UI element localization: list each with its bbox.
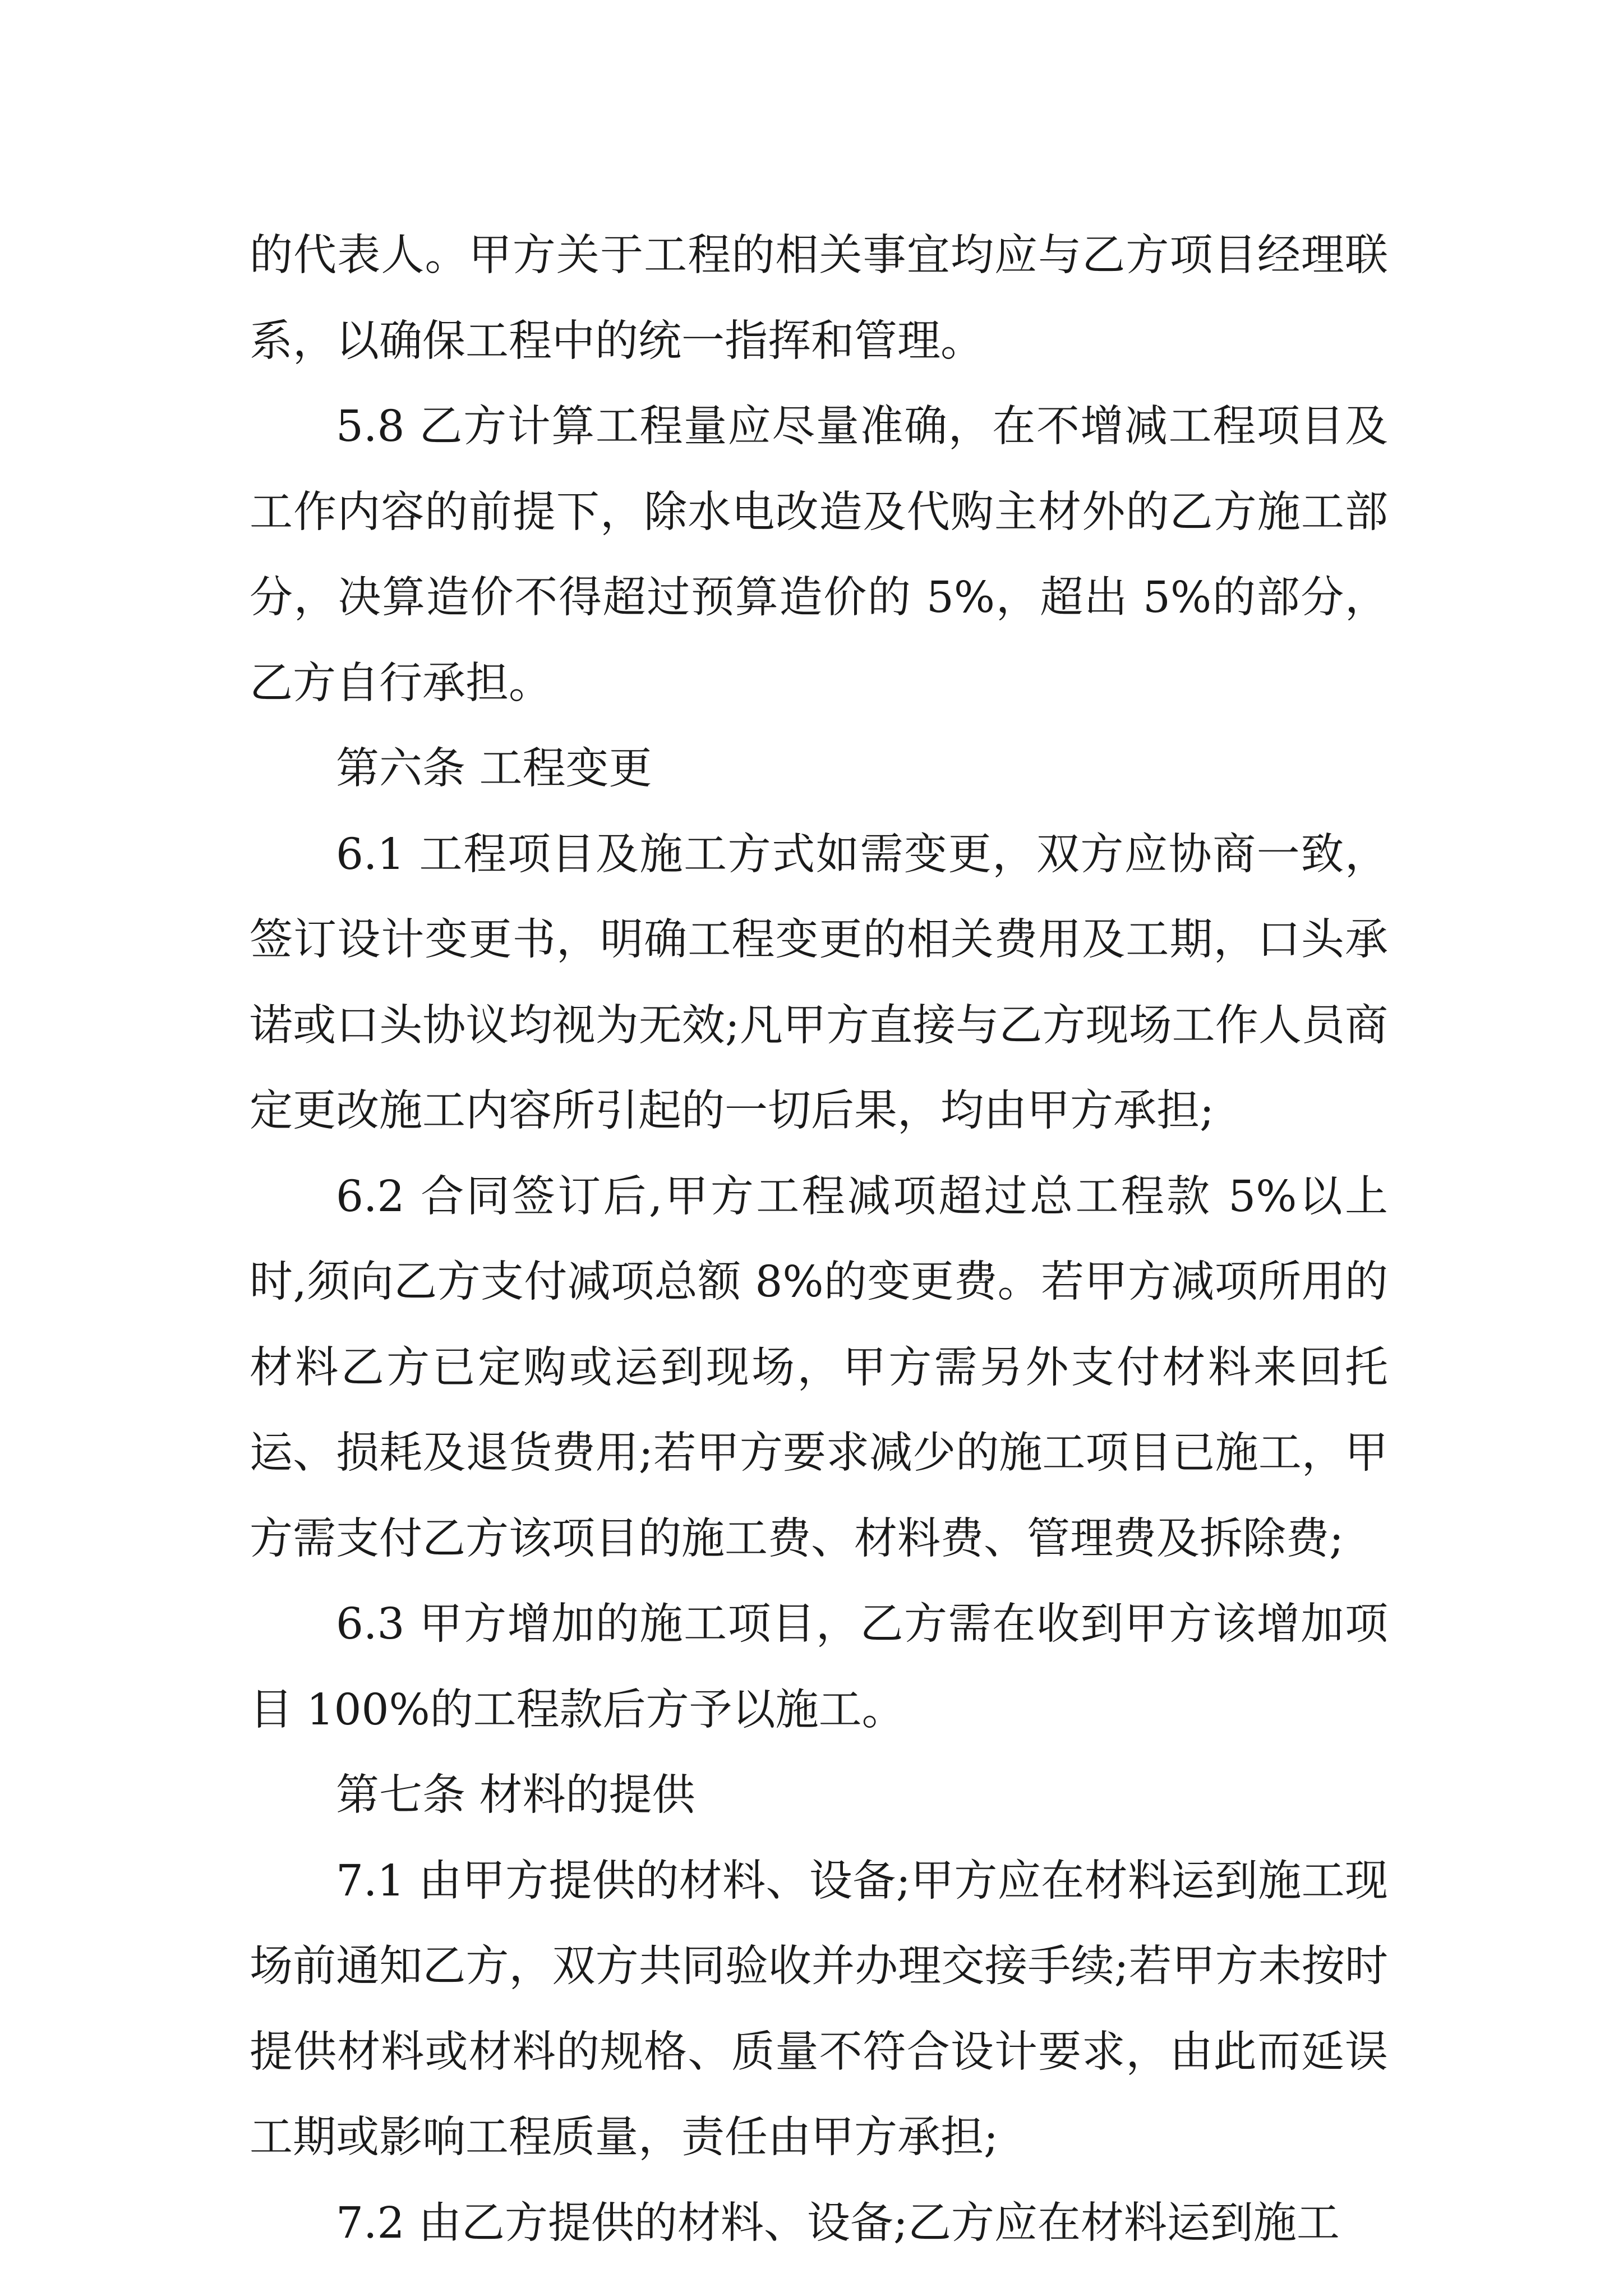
paragraph-6-2: 6.2 合同签订后,甲方工程减项超过总工程款 5%以上时,须向乙方支付减项总额 8%的变更费。若甲方减项所用的材料乙方已定购或运到现场，甲方需另外支付材料来回托运、损耗及退货费用;若甲方要求减少的施工项目已施工，甲方需支付乙方该项目的施工费、材料费、管理费及拆除费; <box>250 1171 1388 1564</box>
document-body <box>250 213 1388 2266</box>
paragraph-5-8: 5.8 乙方计算工程量应尽量准确，在不增减工程项目及工作内容的前提下，除水电改造及代购主材外的乙方施工部分，决算造价不得超过预算造价的 5%，超出 5%的部分，乙方自行承担。 <box>250 402 1388 708</box>
paragraph-6-3: 6.3 甲方增加的施工项目，乙方需在收到甲方该增加项目 100%的工程款后方予以施工。 <box>250 1599 1388 1735</box>
paragraph-7-2: 7.2 由乙方提供的材料、设备;乙方应在材料运到施工 <box>336 2198 1340 2248</box>
paragraph-representative: 的代表人。甲方关于工程的相关事宜均应与乙方项目经理联系，以确保工程中的统一指挥和管理。 <box>250 231 1388 366</box>
heading-article-7: 第七条 材料的提供 <box>336 1770 695 1820</box>
paragraph-7-1: 7.1 由甲方提供的材料、设备;甲方应在材料运到施工现场前通知乙方，双方共同验收并办理交接手续;若甲方未按时提供材料或材料的规格、质量不符合设计要求，由此而延误工期或影响工程质量，责任由甲方承担; <box>250 1856 1388 2162</box>
paragraph-6-1: 6.1 工程项目及施工方式如需变更，双方应协商一致，签订设计变更书，明确工程变更的相关费用及工期，口头承诺或口头协议均视为无效;凡甲方直接与乙方现场工作人员商定更改施工内容所引起的一切后果，均由甲方承担; <box>250 829 1388 1136</box>
heading-article-6: 第六条 工程变更 <box>336 744 652 794</box>
